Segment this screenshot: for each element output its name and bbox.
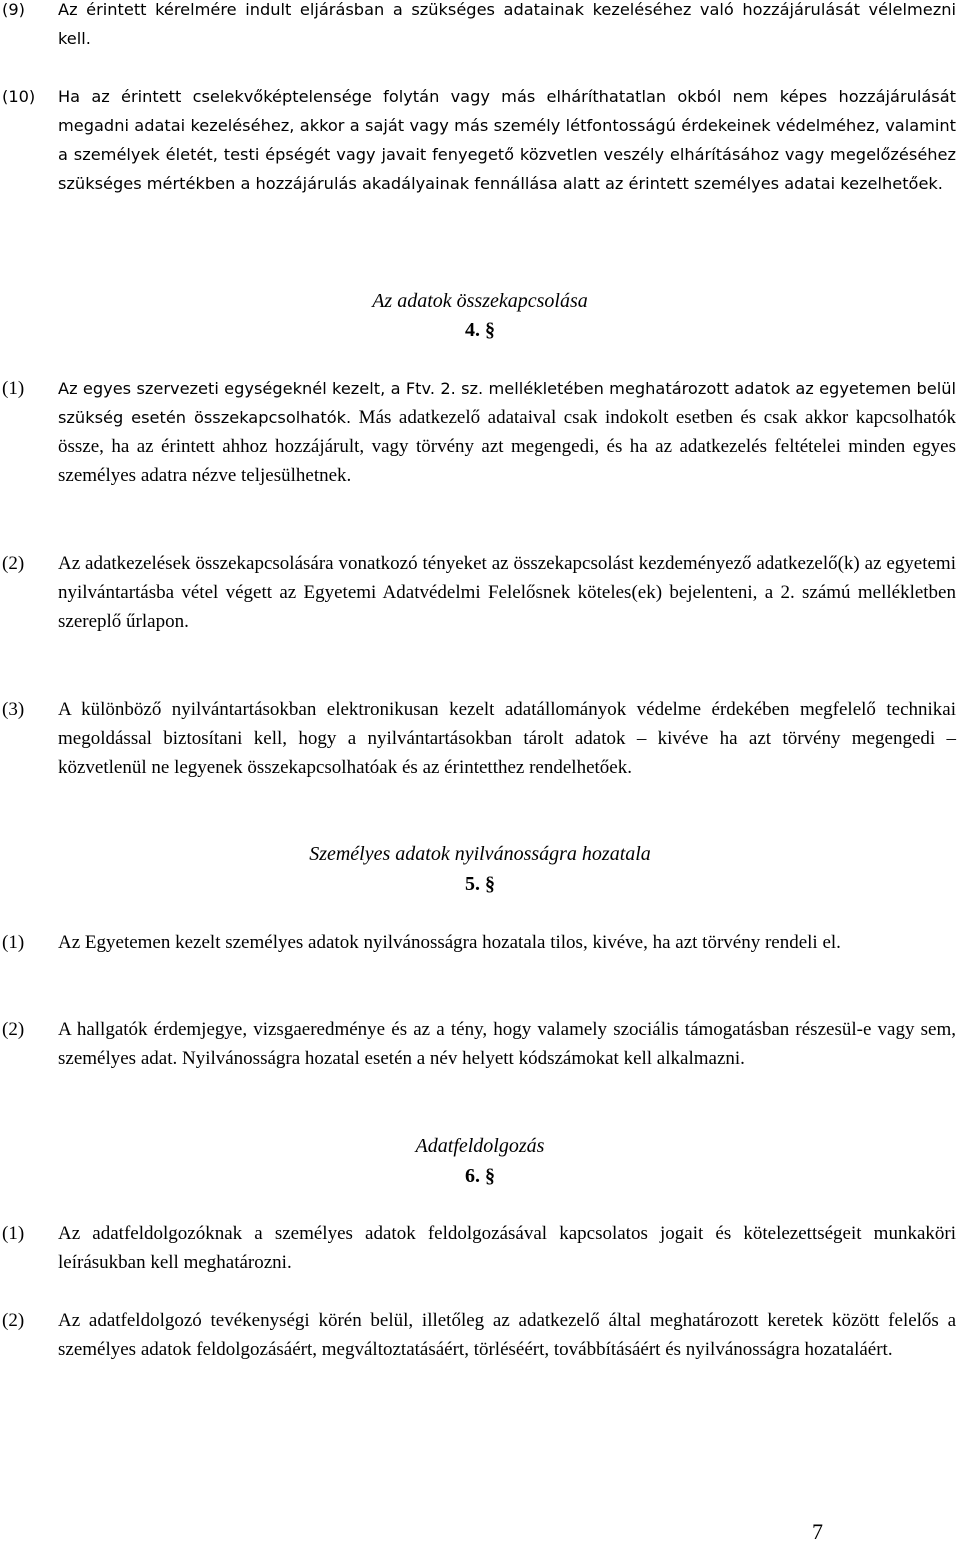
paragraph-text: Az Egyetemen kezelt személyes adatok nyilvánosságra hozatala tilos, kivéve, ha azt törvény rendeli el.	[58, 932, 841, 953]
section-4-paragraph-2	[0, 549, 956, 636]
paragraph-number: (1)	[2, 378, 25, 399]
paragraph-text-sans-part: Az egyes szervezeti egységeknél kezelt, a Ftv. 2. sz. mellékletében meghatározott adatok az egyetemen belül szükség esetén összekapcsolhatók.	[58, 379, 956, 427]
paragraph-number: (2)	[2, 553, 25, 574]
paragraph-text: Ha az érintett cselekvőképtelensége folytán vagy más elháríthatatlan okból nem képes hozzájárulását megadni adatai kezeléséhez, akkor a saját vagy más személy létfontosságú érdekeinek védelméhez, valamint a személyek életét, testi épségét vagy javait fenyegető közvetlen veszély elhárításához vagy megelőzéséhez szükséges mértékben a hozzájárulás akadályainak fennállása alatt az érintett személyes adatai kezelhetőek.	[58, 87, 956, 193]
section-4-number: 4. §	[465, 319, 495, 341]
paragraph-number: (2)	[2, 1310, 25, 1331]
section-4-paragraph-1	[0, 374, 956, 490]
section-6-paragraph-2	[0, 1306, 956, 1364]
paragraph-9	[0, 0, 956, 53]
paragraph-text: Az adatkezelések összekapcsolására vonatkozó tényeket az összekapcsolást kezdeményező adatkezelő(k) az egyetemi nyilvántartásba vétel végett az Egyetemi Adatvédelmi Felelősnek köteles(ek) bejelenteni, a 2. számú mellékletben szereplő űrlapon.	[58, 553, 956, 632]
section-5-title: Személyes adatok nyilvánosságra hozatala	[309, 843, 651, 865]
paragraph-number: (1)	[2, 1223, 25, 1244]
section-4-title: Az adatok összekapcsolása	[372, 290, 588, 312]
paragraph-number: (3)	[2, 699, 25, 720]
page-number: 7	[812, 1519, 823, 1544]
section-6-number: 6. §	[465, 1165, 495, 1187]
paragraph-number: (9)	[2, 0, 25, 19]
section-5-number: 5. §	[465, 873, 495, 895]
paragraph-number: (10)	[2, 87, 36, 106]
paragraph-text: A hallgatók érdemjegye, vizsgaeredménye és az a tény, hogy valamely szociális támogatásban részesül-e vagy sem, személyes adat. Nyilvánosságra hozatal esetén a név helyett kódszámokat kell alkalmazni.	[58, 1019, 956, 1069]
paragraph-text: Az adatfeldolgozó tevékenységi körén belül, illetőleg az adatkezelő által meghatározott keretek között felelős a személyes adatok feldolgozásáért, megváltoztatásáért, törléséért, továbbításáért és nyilvánosságra hozataláért.	[58, 1310, 956, 1360]
paragraph-number: (1)	[2, 932, 25, 953]
section-5-paragraph-1	[0, 928, 956, 957]
paragraph-text	[58, 374, 956, 490]
paragraph-text: Az adatfeldolgozóknak a személyes adatok feldolgozásával kapcsolatos jogait és kötelezettségeit munkaköri leírásukban kell meghatározni.	[58, 1223, 956, 1273]
paragraph-text: A különböző nyilvántartásokban elektronikusan kezelt adatállományok védelme érdekében megfelelő technikai megoldással biztosítani kell, hogy a nyilvántartásokban tárolt adatok – kivéve ha azt törvény megengedi – közvetlenül ne legyenek összekapcsolhatóak és az érintetthez rendelhetőek.	[58, 699, 956, 778]
paragraph-10	[0, 82, 956, 198]
section-6-paragraph-1	[0, 1219, 956, 1277]
paragraph-text: Az érintett kérelmére indult eljárásban a szükséges adatainak kezeléséhez való hozzájárulását vélelmezni kell.	[58, 0, 956, 48]
section-4-paragraph-3	[0, 695, 956, 782]
paragraph-text-serif-part: Más adatkezelő adataival csak indokolt esetben és csak akkor kapcsolhatók össze, ha az érintett ahhoz hozzájárult, vagy törvény azt megengedi, és ha az adatkezelés feltételei minden egyes személyes adatra nézve teljesülhetnek.	[58, 407, 956, 486]
section-5-paragraph-2	[0, 1015, 956, 1073]
paragraph-number: (2)	[2, 1019, 25, 1040]
section-6-title: Adatfeldolgozás	[415, 1135, 545, 1157]
